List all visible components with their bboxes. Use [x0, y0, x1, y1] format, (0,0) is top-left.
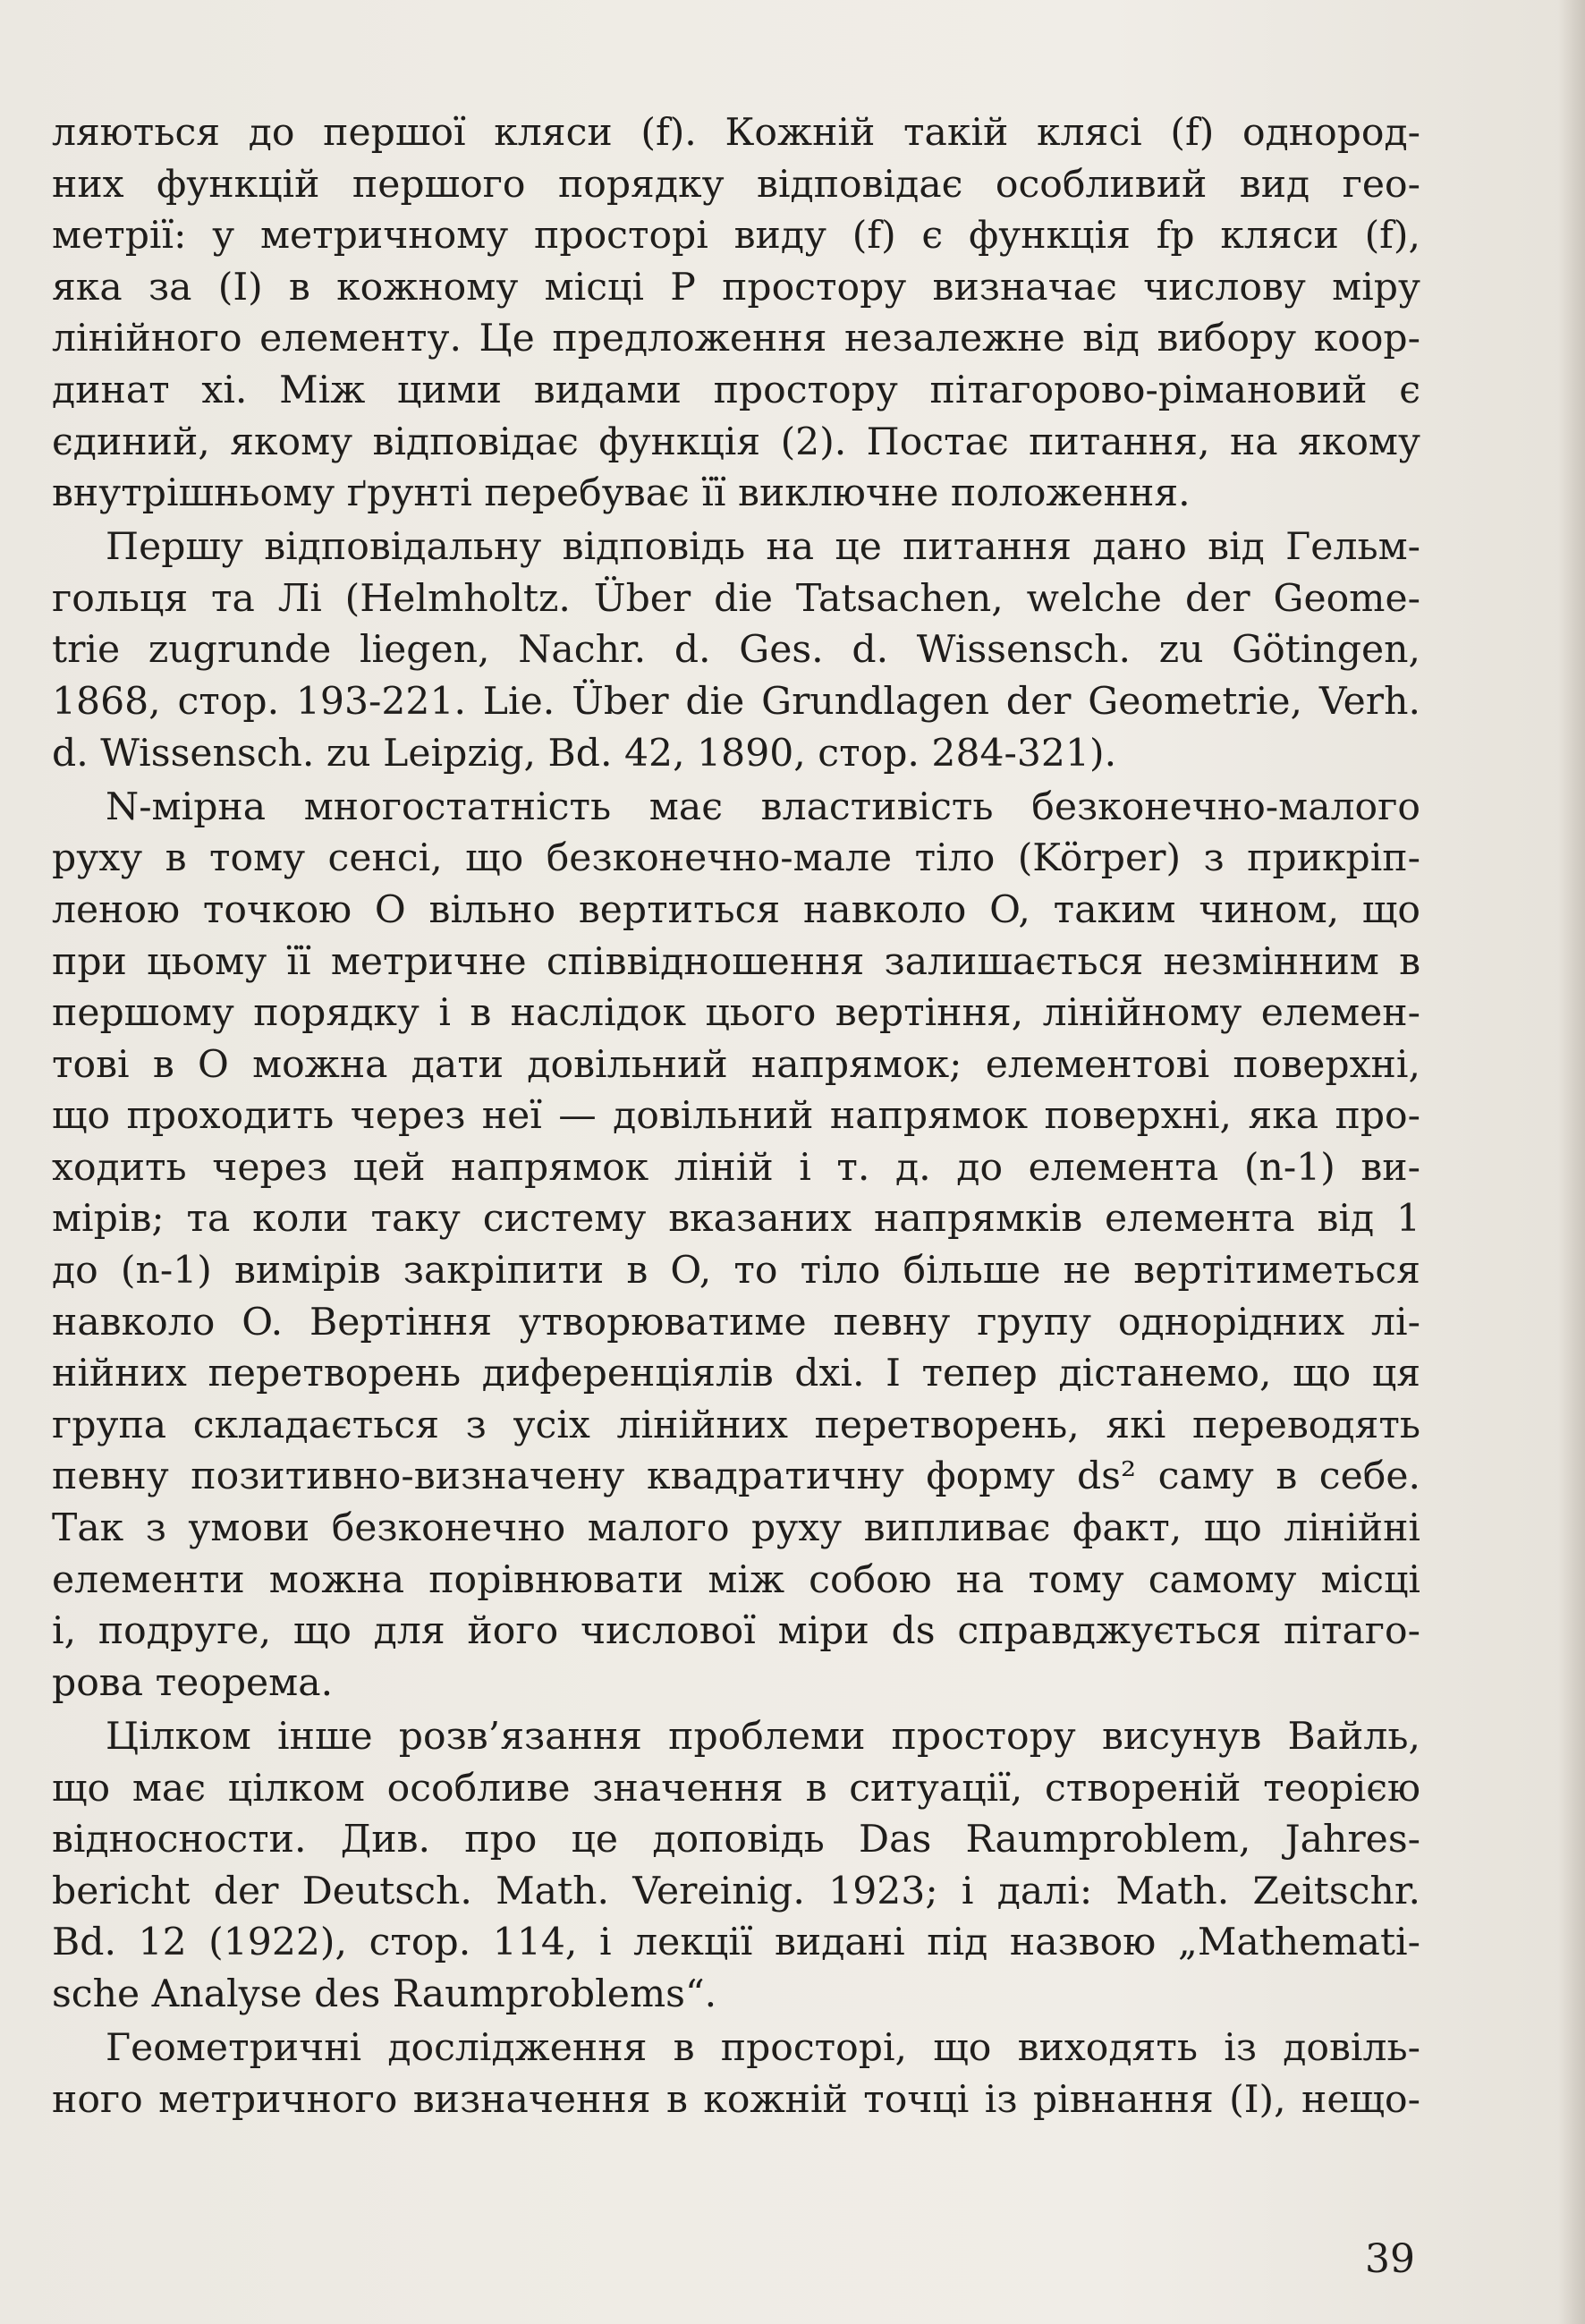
text-line: нійних перетворень диференціялів dxi. І тепер дістанемо, що ця — [52, 1352, 1420, 1396]
paragraph-1 — [52, 107, 1420, 520]
text-line: внутрішньому ґрунті перебуває її виключне положення. — [52, 471, 1191, 516]
text-line: руху в тому сенсі, що безконечно-мале тіло (Körper) з прикріп- — [52, 836, 1420, 881]
text-line: d. Wissensch. zu Leipzig, Bd. 42, 1890, стор. 284-321). — [52, 731, 1117, 776]
text-line: яка за (I) в кожному місці P простору визначає числову міру — [52, 265, 1420, 310]
paragraph-4 — [52, 1711, 1420, 2021]
text-line: при цьому її метричне співвідношення залишається незмінним в — [52, 939, 1420, 984]
text-line: Цілком інше розв’язання проблеми простору висунув Вайль, — [106, 1714, 1420, 1759]
text-line: bericht der Deutsch. Math. Vereinig. 1923; і далі: Math. Zeitschr. — [52, 1869, 1420, 1913]
text-line: навколо O. Вертіння утворюватиме певну групу однорідних лі- — [52, 1300, 1420, 1344]
paragraph-2 — [52, 522, 1420, 779]
text-line: метрії: у метричному просторі виду (f) є функція fp кляси (f), — [52, 214, 1420, 259]
text-line: N-мірна многостатність має властивість безконечно-малого — [106, 785, 1420, 829]
text-line: що має цілком особливе значення в ситуації, створеній теорією — [52, 1766, 1420, 1811]
paragraph-3 — [52, 782, 1420, 1709]
text-line: 1868, стор. 193-221. Lie. Über die Grundlagen der Geometrie, Verh. — [52, 680, 1420, 725]
text-line: тові в O можна дати довільний напрямок; елементові поверхні, — [52, 1042, 1420, 1087]
text-line: динат xi. Між цими видами простору пітагорово-рімановий є — [52, 368, 1420, 412]
page-number: 39 — [1365, 2236, 1415, 2282]
text-line: мірів; та коли таку систему вказаних напрямків елемента від 1 — [52, 1197, 1420, 1242]
text-line: ходить через цей напрямок ліній і т. д. до елемента (n-1) ви- — [52, 1145, 1420, 1190]
text-line: рова теорема. — [52, 1660, 334, 1705]
text-line: лінійного елементу. Це предложення незалежне від вибору коор- — [52, 317, 1420, 361]
paragraph-5 — [52, 2023, 1420, 2125]
text-line: них функцій першого порядку відповідає особливий вид гео- — [52, 162, 1420, 207]
text-line: sche Analyse des Raumproblems“. — [52, 1972, 717, 2016]
text-line: що проходить через неї — довільний напрямок поверхні, яка про- — [52, 1094, 1420, 1139]
text-line: елементи можна порівнювати між собою на тому самому місці — [52, 1557, 1420, 1602]
page-edge-shadow — [1558, 0, 1585, 2324]
text-line: Bd. 12 (1922), стор. 114, і лекції видані під назвою „Mathemati- — [52, 1921, 1420, 1965]
text-line: і, подруге, що для його числової міри ds справджується пітаго- — [52, 1609, 1420, 1654]
text-line: єдиний, якому відповідає функція (2). Постає питання, на якому — [52, 420, 1420, 464]
text-line: ного метричного визначення в кожній точці із рівнання (I), нещо- — [52, 2077, 1420, 2122]
text-line: trie zugrunde liegen, Nachr. d. Ges. d. Wissensch. zu Götingen, — [52, 628, 1420, 673]
text-line: Так з умови безконечно малого руху випливає факт, що лінійні — [52, 1506, 1420, 1551]
text-line: ляються до першої кляси (f). Кожній такій клясі (f) однород- — [52, 111, 1420, 155]
text-line: Першу відповідальну відповідь на це питання дано від Гельм- — [106, 525, 1420, 570]
text-line: гольця та Лі (Helmholtz. Über die Tatsachen, welche der Geome- — [52, 576, 1420, 621]
text-line: відносности. Див. про це доповідь Das Raumproblem, Jahres- — [52, 1818, 1420, 1862]
body-text — [52, 107, 1420, 2128]
text-line: Геометричні дослідження в просторі, що виходять із довіль- — [106, 2025, 1420, 2070]
text-line: до (n-1) вимірів закріпити в O, то тіло більше не вертітиметься — [52, 1249, 1420, 1293]
text-line: леною точкою O вільно вертиться навколо O, таким чином, що — [52, 887, 1420, 932]
text-line: група складається з усіх лінійних перетворень, які переводять — [52, 1403, 1420, 1447]
text-line: першому порядку і в наслідок цього вертіння, лінійному елемен- — [52, 991, 1420, 1036]
text-line: певну позитивно-визначену квадратичну форму ds² саму в себе. — [52, 1455, 1420, 1499]
